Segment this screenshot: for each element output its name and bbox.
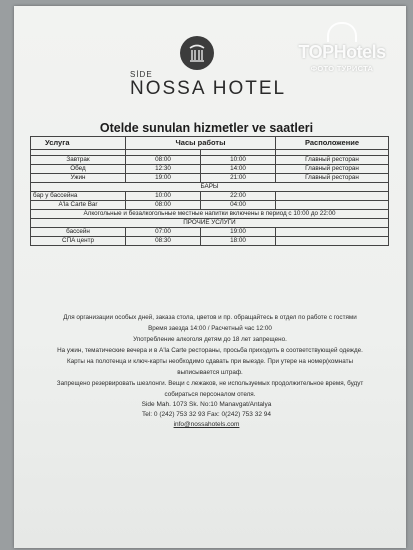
service-cell: СПА центр — [31, 237, 126, 246]
guest-info-block — [30, 312, 390, 400]
services-table — [30, 136, 389, 246]
section-row-other — [31, 219, 389, 228]
time-from-cell: 12:30 — [126, 165, 201, 174]
page-title: Otelde sunulan hizmetler ve saatleri — [99, 121, 314, 135]
location-cell: Главный ресторан — [276, 174, 389, 183]
table-row — [31, 174, 389, 183]
location-cell: Главный ресторан — [276, 165, 389, 174]
hotel-logo-icon — [180, 36, 214, 70]
time-to-cell: 22:00 — [201, 192, 276, 201]
tophotels-watermark — [279, 22, 405, 84]
header-service: Услуга — [31, 137, 126, 150]
phone-fax-text: Tel: 0 (242) 753 32 93 Fax: 0(242) 753 32 94 — [141, 411, 271, 418]
service-cell: Обед — [31, 165, 126, 174]
info-line: Карты на полотенца и ключ-карты необходимо сдавать при выезде. При утере на номер(комнаты — [67, 358, 353, 365]
table-header-row — [31, 137, 389, 150]
header-hours: Часы работы — [126, 137, 276, 150]
info-line: Запрещено резервировать шезлонги. Вещи с лежаков, не используемых продолжительное время, будут — [56, 380, 364, 387]
email-link[interactable]: info@nossahotels.com — [173, 421, 240, 428]
time-to-cell: 18:00 — [201, 237, 276, 246]
logo-hotel-name: NOSSA HOTEL — [130, 78, 287, 99]
time-to-cell: 21:00 — [201, 174, 276, 183]
location-cell — [276, 237, 389, 246]
location-cell — [276, 228, 389, 237]
info-line: Для организации особых дней, заказа стола, цветов и пр. обращайтесь в отдел по работе с гостями — [63, 314, 357, 321]
info-line: На ужин, тематические вечера и в A'la Carte рестораны, просьба приходить в соответствующей одежде. — [57, 347, 363, 354]
table-row — [31, 237, 389, 246]
service-cell: бар у бассейна — [31, 192, 126, 201]
logo-side-text: SİDE — [130, 70, 153, 79]
location-cell — [276, 192, 389, 201]
time-from-cell: 07:00 — [126, 228, 201, 237]
time-from-cell: 10:00 — [126, 192, 201, 201]
time-to-cell: 14:00 — [201, 165, 276, 174]
service-cell: Ужин — [31, 174, 126, 183]
location-cell — [276, 201, 389, 210]
service-cell: A'la Carte Bar — [31, 201, 126, 210]
header-location: Расположение — [276, 137, 389, 150]
time-to-cell: 04:00 — [201, 201, 276, 210]
info-line: выписывается штраф. — [177, 369, 243, 376]
service-cell: бассейн — [31, 228, 126, 237]
table-row — [31, 165, 389, 174]
location-cell: Главный ресторан — [276, 156, 389, 165]
table-row — [31, 228, 389, 237]
watermark-subtitle: ФОТО ТУРИСТА — [310, 64, 374, 73]
info-line: Употребление алкоголя детям до 18 лет запрещено. — [133, 336, 287, 343]
time-from-cell: 08:00 — [126, 156, 201, 165]
section-row-bars — [31, 183, 389, 192]
info-line: собираться персоналом отеля. — [164, 391, 256, 398]
bars-heading: БАРЫ — [31, 183, 389, 192]
note-row — [31, 210, 389, 219]
watermark-dome-icon — [327, 22, 357, 42]
time-to-cell: 19:00 — [201, 228, 276, 237]
address-text: Side Mah. 1073 Sk. No:10 Manavgat/Antalya — [141, 401, 272, 408]
other-services-heading: ПРОЧИЕ УСЛУГИ — [31, 219, 389, 228]
watermark-brand: TOPHotels — [298, 42, 386, 62]
time-from-cell: 08:00 — [126, 201, 201, 210]
service-cell: Завтрак — [31, 156, 126, 165]
table-row — [31, 201, 389, 210]
table-row — [31, 192, 389, 201]
table-row — [31, 156, 389, 165]
time-from-cell: 08:30 — [126, 237, 201, 246]
time-to-cell: 10:00 — [201, 156, 276, 165]
alcohol-note: Алкогольные и безалкогольные местные напитки включены в период с 10:00 до 22:00 — [31, 210, 389, 219]
contacts-block — [0, 400, 413, 430]
time-from-cell: 19:00 — [126, 174, 201, 183]
info-line: Время заезда 14:00 / Расчетный час 12:00 — [148, 325, 272, 332]
